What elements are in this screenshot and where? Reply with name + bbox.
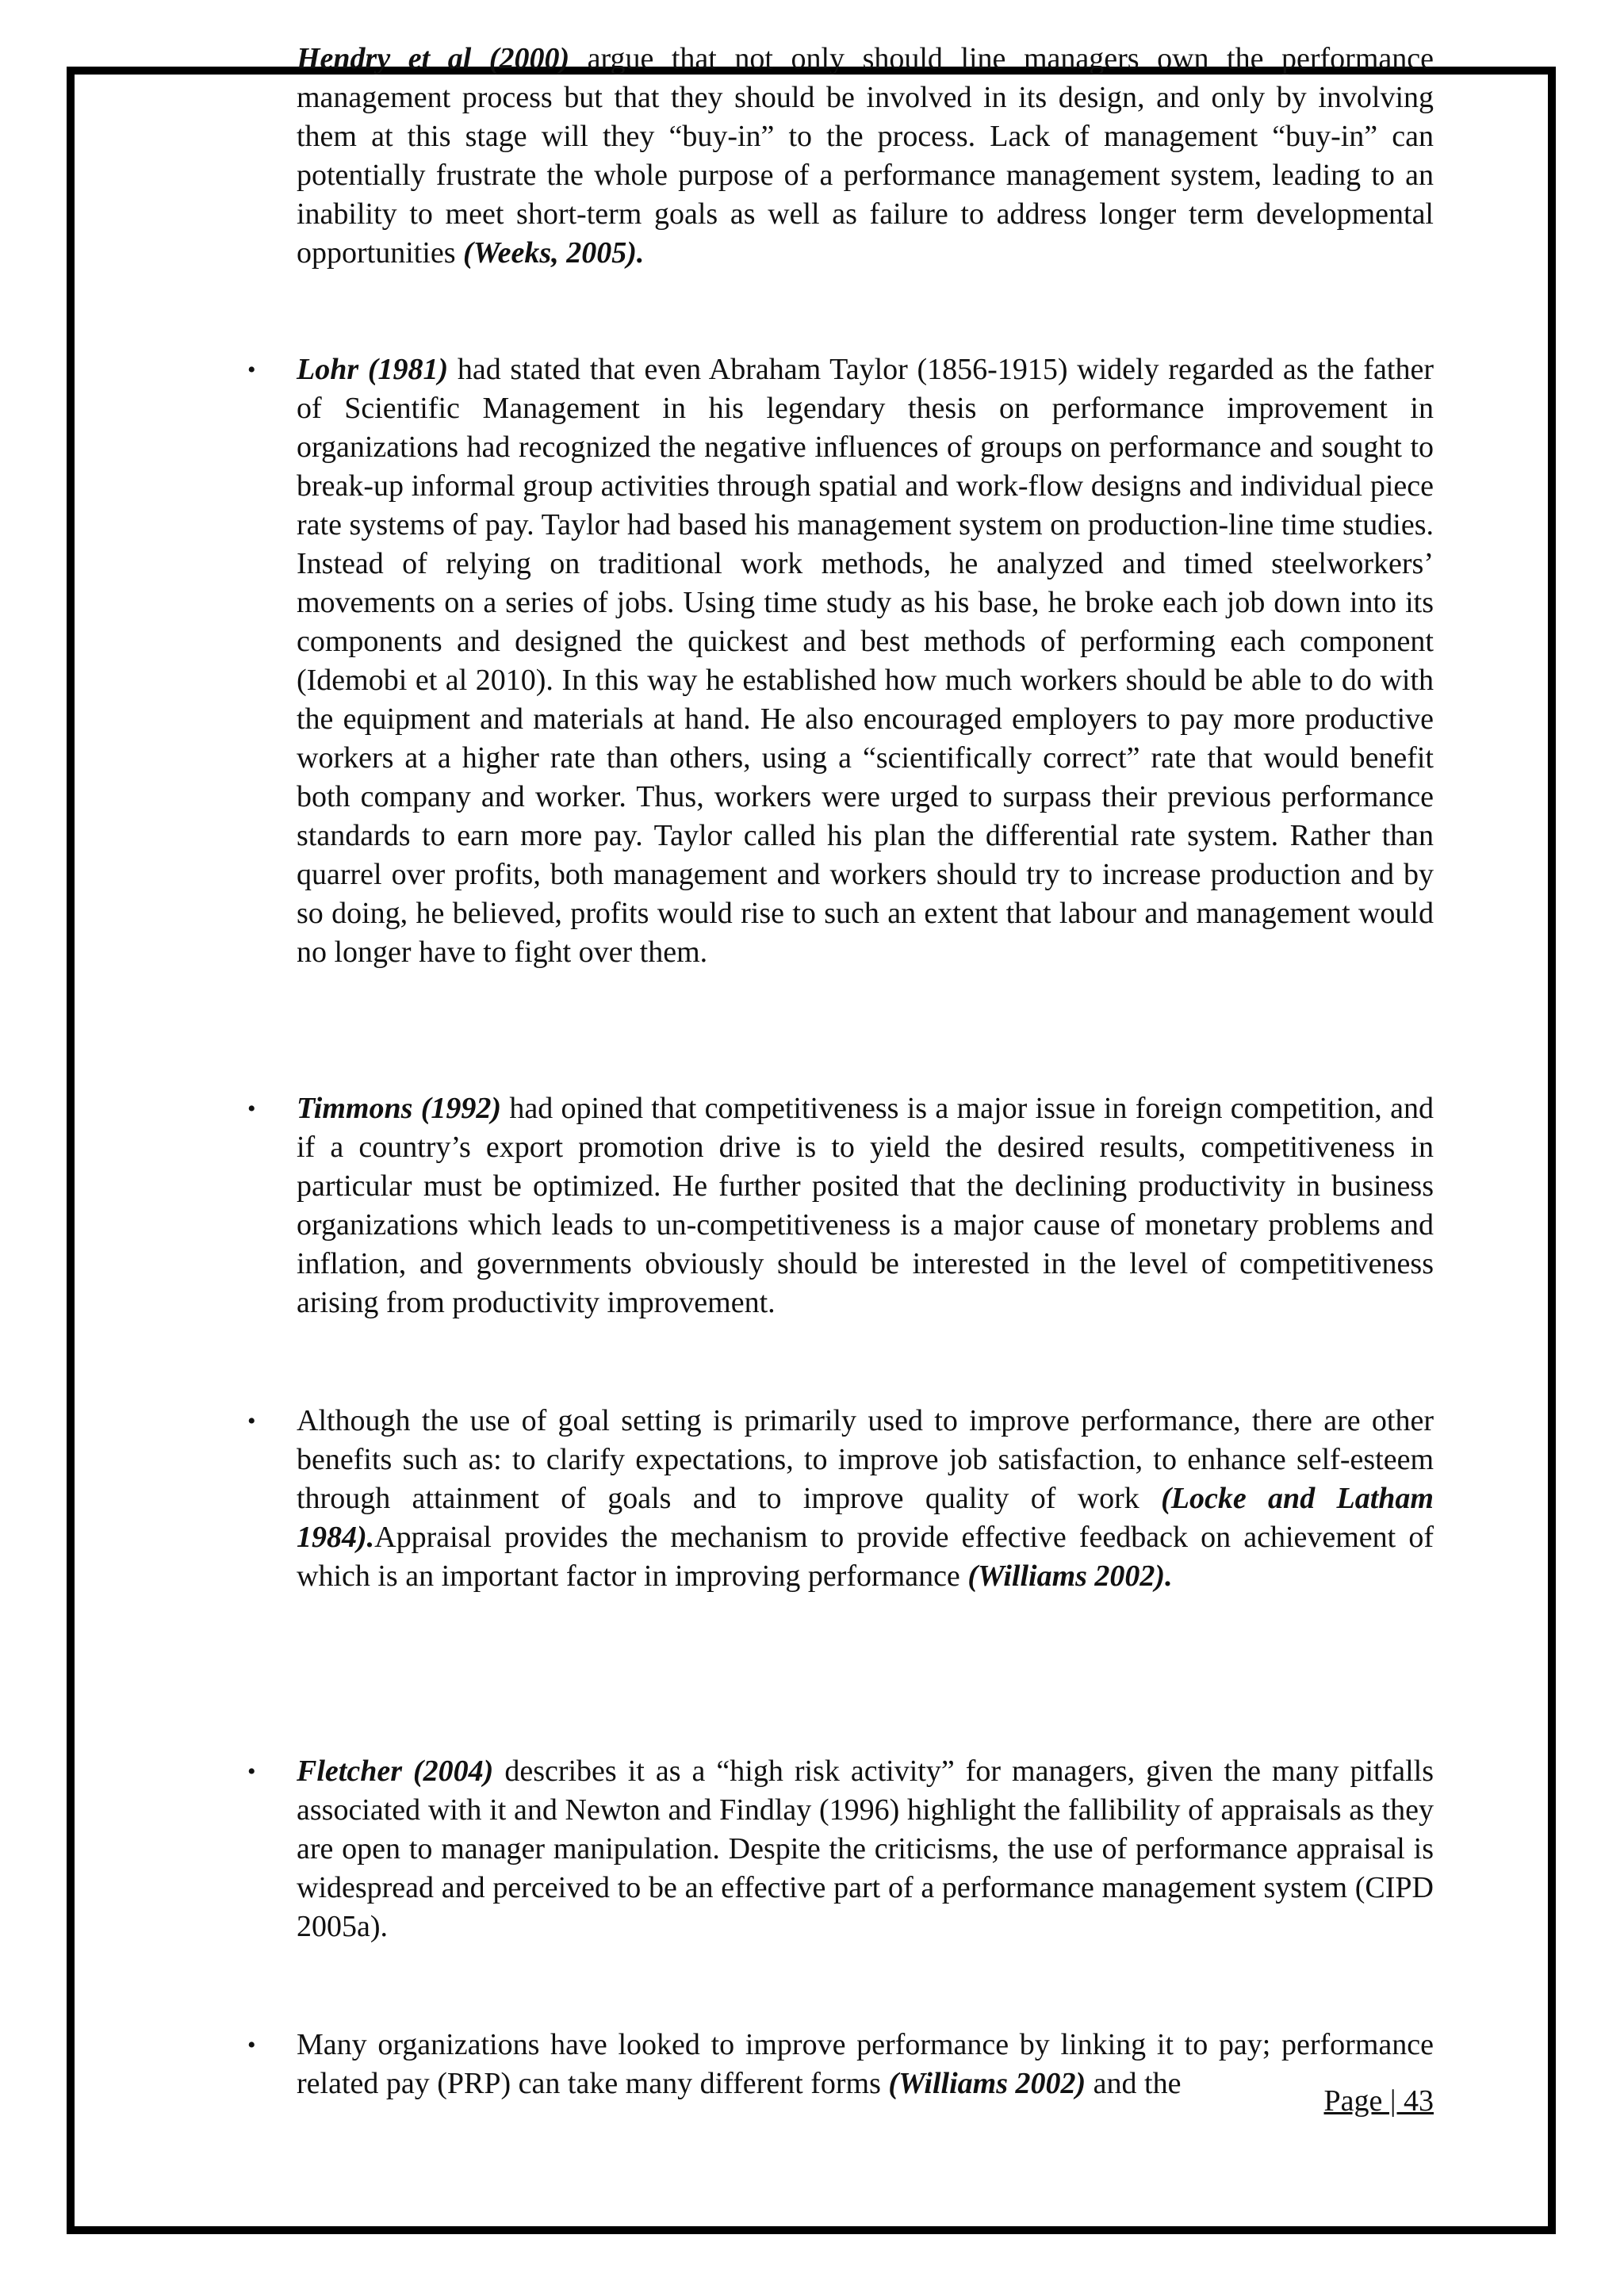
bullet-icon: • <box>247 357 256 383</box>
ref-fletcher: Fletcher (2004) <box>297 1755 494 1788</box>
text-prp-1: Many organizations have looked to improve performance by linking it to pay; performance related pay (PRP) can take many different forms <box>297 2028 1434 2100</box>
ref-williams: (Williams 2002). <box>967 1559 1173 1593</box>
bullet-icon: • <box>247 1408 256 1434</box>
bullet-icon: • <box>247 1758 256 1785</box>
ref-weeks: (Weeks, 2005). <box>463 236 645 270</box>
paragraph-fletcher <box>247 1752 1434 1946</box>
text-goal-setting-1: Although the use of goal setting is primarily used to improve performance, there are other benefits such as: to clarify expectations, to improve job satisfaction, to enhance self-esteem through attainment of goals and to improve quality of work <box>297 1404 1434 1515</box>
bullet-icon: • <box>247 1096 256 1122</box>
text-lohr: had stated that even Abraham Taylor (1856-1915) widely regarded as the father of Scientific Management in his legendary thesis on performance improvement in organizations had recognized the negative influences of groups on performance and sought to break-up informal group activities through spatial and work-flow designs and individual piece rate systems of pay. Taylor had based his management system on production-line time studies. Instead of relying on traditional work methods, he analyzed and timed steelworkers’ movements on a series of jobs. Using time study as his base, he broke each job down into its components and designed the quickest and best methods of performing each component (Idemobi et al 2010). In this way he established how much workers should be able to do with the equipment and materials at hand. He also encouraged employers to pay more productive workers at a higher rate than others, using a “scientifically correct” rate that would benefit both company and worker. Thus, workers were urged to surpass their previous performance standards to earn more pay. Taylor called his plan the differential rate system. Rather than quarrel over profits, both management and workers should try to increase production and by so doing, he believed, profits would rise to such an extent that labour and management would no longer have to fight over them. <box>297 353 1434 969</box>
paragraph-prp <box>247 2026 1434 2103</box>
ref-williams-2002: (Williams 2002) <box>888 2067 1086 2100</box>
bullet-icon: • <box>247 2032 256 2058</box>
ref-hendry: Hendry et al (2000) <box>297 42 570 75</box>
paragraph-hendry <box>297 40 1434 273</box>
text-prp-2: and the <box>1086 2067 1182 2100</box>
text-hendry: argue that not only should line managers own the performance management process but that they should be involved in its design, and only by involving them at this stage will they “buy-in” to the process. Lack of management “buy-in” can potentially frustrate the whole purpose of a performance management system, leading to an inability to meet short-term goals as well as failure to address longer term developmental opportunities <box>297 42 1434 270</box>
paragraph-timmons <box>247 1089 1434 1322</box>
paragraph-lohr <box>247 350 1434 972</box>
ref-locke-latham: (Locke and Latham 1984). <box>297 1482 1434 1554</box>
ref-lohr: Lohr (1981) <box>297 353 449 386</box>
ref-timmons: Timmons (1992) <box>297 1092 502 1125</box>
page-number: Page | 43 <box>1323 2084 1434 2118</box>
text-timmons: had opined that competitiveness is a major issue in foreign competition, and if a country’s export promotion drive is to yield the desired results, competitiveness in particular must be optimized. He further posited that the declining productivity in business organizations which leads to un-competitiveness is a major cause of monetary problems and inflation, and governments obviously should be interested in the level of competitiveness arising from productivity improvement. <box>297 1092 1434 1319</box>
text-fletcher: describes it as a “high risk activity” for managers, given the many pitfalls associated with it and Newton and Findlay (1996) highlight the fallibility of appraisals as they are open to manager manipulation. Despite the criticisms, the use of performance appraisal is widespread and perceived to be an effective part of a performance management system (CIPD 2005a). <box>297 1755 1434 1943</box>
paragraph-goal-setting <box>247 1402 1434 1596</box>
text-goal-setting-2: Appraisal provides the mechanism to provide effective feedback on achievement of which is an important factor in improving performance <box>297 1521 1434 1593</box>
